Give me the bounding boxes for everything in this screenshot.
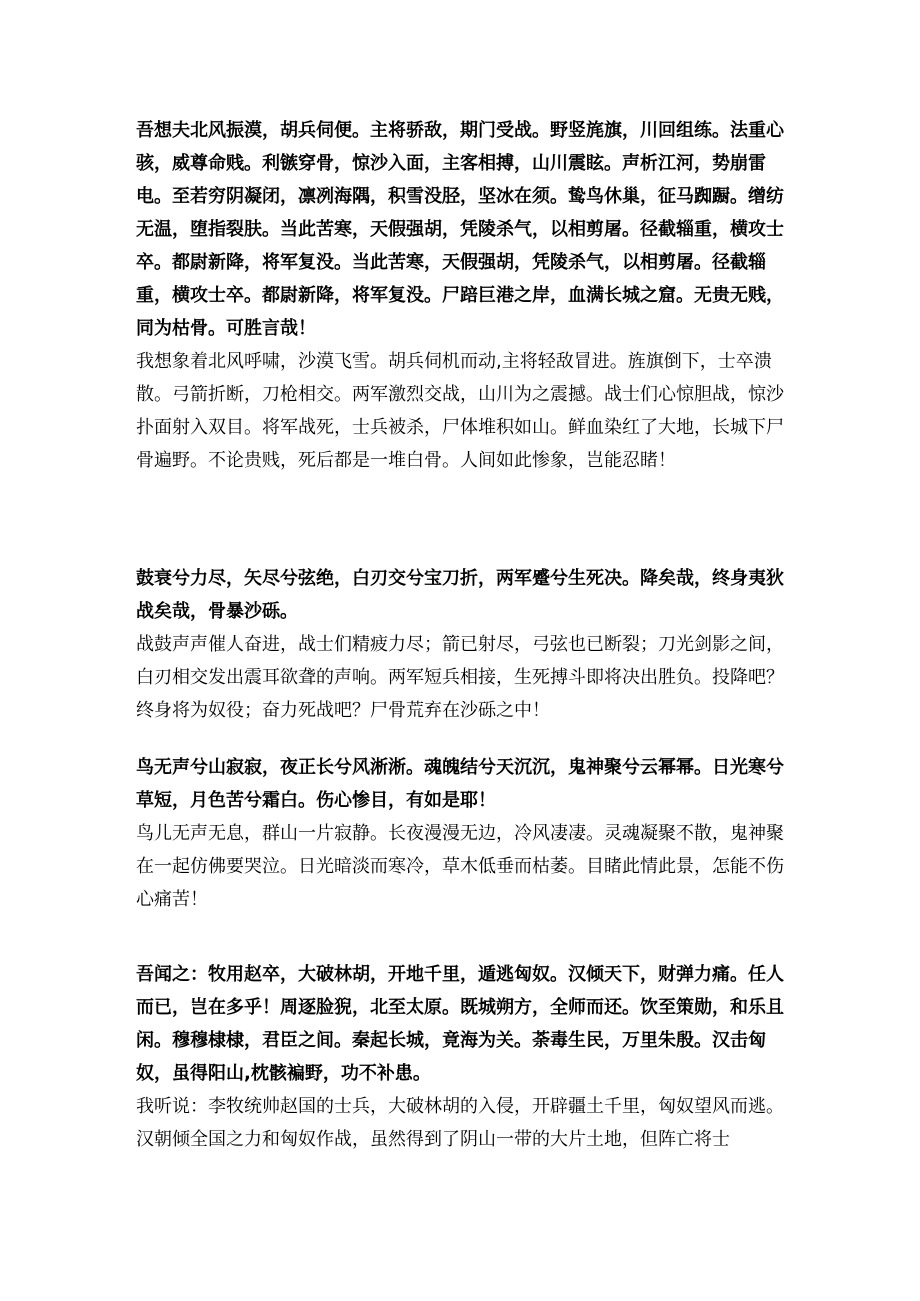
original-text: 吾闻之：牧用赵卒，大破林胡，开地千里，遁逃匈奴。汉倾天下，财弹力痛。任人而已，岂在多乎！周逐脸猊，北至太原。既城朔方，全师而还。饮至策勋，和乐且闲。穆穆棣棣，君臣之间。秦起长城，竟海为关。荼毒生民，万里朱殷。汉击匈奴，虽得阳山,枕骸褊野，功不补患。 <box>136 964 784 1084</box>
original-text: 吾想夫北风振漠，胡兵伺便。主将骄敌，期门受战。野竖旄旗，川回组练。法重心骇，威尊命贱。利镞穿骨，惊沙入面，主客相搏，山川震眩。声析江河，势崩雷电。至若穷阴凝闭，凛冽海隅，积雪没胫，坚冰在须。鸷鸟休巢，征马踟蹰。缯纺无温，堕指裂肤。当此苦寒，天假强胡，凭陵杀气，以相剪屠。径截辎重，横攻士卒。都尉新降，将军复没。当此苦寒，天假强胡，凭陵杀气，以相剪屠。径截辎重，横攻士卒。都尉新降，将军复没。尸踣巨港之岸，血满长城之窟。无贵无贱，同为枯骨。可胜言哉！ <box>136 120 784 339</box>
translation-text: 鸟儿无声无息，群山一片寂静。长夜漫漫无边，冷风凄凄。灵魂凝聚不散，鬼神聚在一起仿佛要哭泣。日光暗淡而寒冷，草木低垂而枯萎。目睹此情此景，怎能不伤心痛苦！ <box>136 823 784 910</box>
translation-text: 战鼓声声催人奋进，战士们精疲力尽；箭已射尽，弓弦也已断裂；刀光剑影之间，白刃相交发出震耳欲聋的声响。两军短兵相接，生死搏斗即将决出胜负。投降吧？终身将为奴役；奋力死战吧？尸骨荒弃在沙砾之中！ <box>136 634 784 721</box>
passage-section-2 <box>136 562 786 727</box>
translation-text: 我听说：李牧统帅赵国的士兵，大破林胡的入侵，开辟疆土千里，匈奴望风而逃。汉朝倾全国之力和匈奴作战，虽然得到了阴山一带的大片土地，但阵亡将士 <box>136 1096 784 1150</box>
passage-section-3 <box>136 751 786 916</box>
passage-section-1 <box>136 114 786 477</box>
original-text: 鸟无声兮山寂寂，夜正长兮风淅淅。魂魄结兮天沉沉，鬼神聚兮云幂幂。日光寒兮草短，月色苦兮霜白。伤心惨目，有如是耶！ <box>136 757 784 811</box>
passage-section-4 <box>136 958 786 1156</box>
original-text: 鼓衰兮力尽，矢尽兮弦绝，白刃交兮宝刀折，两军蹙兮生死决。降矣哉，终身夷狄战矣哉，骨暴沙砾。 <box>136 568 784 622</box>
translation-text: 我想象着北风呼啸，沙漠飞雪。胡兵伺机而动,主将轻敌冒进。旌旗倒下，士卒溃散。弓箭折断，刀枪相交。两军激烈交战，山川为之震撼。战士们心惊胆战，惊沙扑面射入双目。将军战死，士兵被杀，尸体堆积如山。鲜血染红了大地，长城下尸骨遍野。不论贵贱，死后都是一堆白骨。人间如此惨象，岂能忍睹！ <box>136 351 784 471</box>
